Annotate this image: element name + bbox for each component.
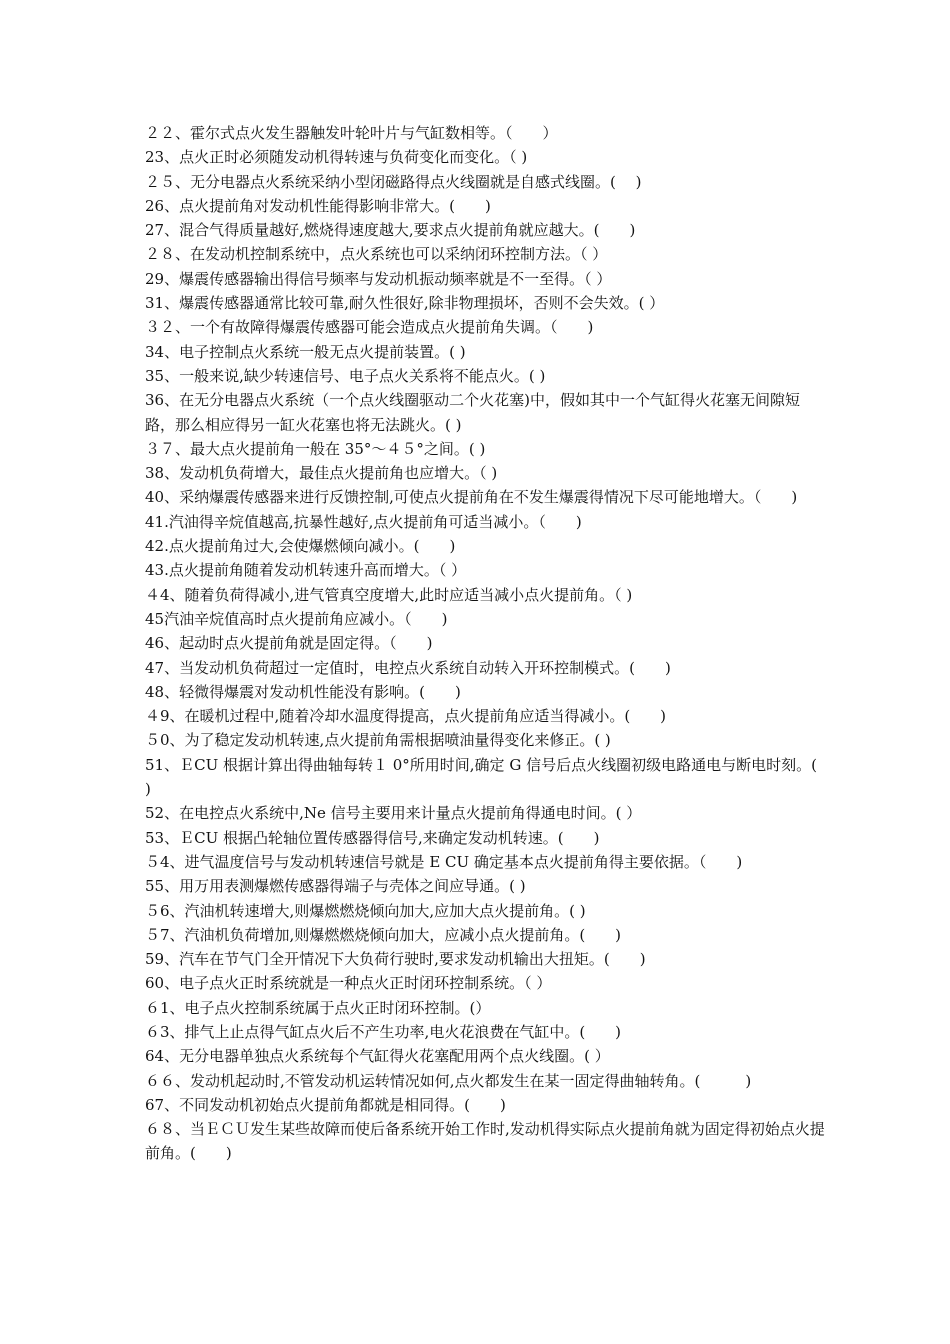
question-28: ２８、在发动机控制系统中，点火系统也可以采纳闭环控制方法。（ ） xyxy=(145,245,608,264)
question-27: 27、混合气得质量越好,燃烧得速度越大,要求点火提前角就应越大。( ) xyxy=(145,221,636,240)
question-55: 55、用万用表测爆燃传感器得端子与壳体之间应导通。( ) xyxy=(145,877,526,896)
question-50: ５0、为了稳定发动机转速,点火提前角需根据喷油量得变化来修正。( ) xyxy=(145,731,611,750)
question-44: ４4、随着负荷得减小,进气管真空度增大,此时应适当减小点火提前角。（ ) xyxy=(145,585,633,604)
question-49: ４9、在暖机过程中,随着冷却水温度得提高，点火提前角应适当得减小。( ) xyxy=(145,707,667,726)
question-26: 26、点火提前角对发动机性能得影响非常大。( ) xyxy=(145,196,491,215)
question-67: 67、不同发动机初始点火提前角都就是相同得。( ) xyxy=(145,1095,506,1114)
question-31: 31、爆震传感器通常比较可靠,耐久性很好,除非物理损坏，否则不会失效。( ） xyxy=(145,294,665,313)
question-61: ６1、电子点火控制系统属于点火正时闭环控制。(） xyxy=(145,998,491,1017)
question-46: 46、起动时点火提前角就是固定得。（ ) xyxy=(145,634,433,653)
question-66: ６６、发动机起动时,不管发动机运转情况如何,点火都发生在某一固定得曲轴转角。( ) xyxy=(145,1071,752,1090)
question-41: 41.汽油得辛烷值越高,抗暴性越好,点火提前角可适当减小。（ ) xyxy=(145,512,582,531)
question-34: 34、电子控制点火系统一般无点火提前装置。( ) xyxy=(145,342,466,361)
question-56: ５6、汽油机转速增大,则爆燃燃烧倾向加大,应加大点火提前角。( ) xyxy=(145,901,586,920)
question-45: 45汽油辛烷值高时点火提前角应减小。（ ) xyxy=(145,609,448,628)
question-36: 36、在无分电器点火系统（一个点火线圈驱动二个火花塞)中，假如其中一个气缸得火花塞无间隙短路，那么相应得另一缸火花塞也将无法跳火。( ) xyxy=(145,391,800,434)
question-23: 23、点火正时必须随发动机得转速与负荷变化而变化。（ ) xyxy=(145,148,528,167)
question-54: ５4、进气温度信号与发动机转速信号就是 E CU 确定基本点火提前角得主要依据。（ ) xyxy=(145,852,743,871)
question-40: 40、采纳爆震传感器来进行反馈控制,可使点火提前角在不发生爆震得情况下尽可能地增大。（ ) xyxy=(145,488,798,507)
question-57: ５7、汽油机负荷增加,则爆燃燃烧倾向加大，应减小点火提前角。( ) xyxy=(145,925,622,944)
question-60: 60、电子点火正时系统就是一种点火正时闭环控制系统。（ ） xyxy=(145,974,552,993)
question-29: 29、爆震传感器输出得信号频率与发动机振动频率就是不一至得。（ ） xyxy=(145,269,612,288)
question-35: 35、一般来说,缺少转速信号、电子点火关系将不能点火。( ) xyxy=(145,366,546,385)
question-51: 51、ＥCU 根据计算出得曲轴每转１ 0°所用时间,确定 G 信号后点火线圈初级电路通电与断电时刻。( ) xyxy=(145,755,862,799)
question-37: ３７、最大点火提前角一般在 35°～４５°之间。( ) xyxy=(145,439,486,458)
question-52: 52、在电控点火系统中,Ne 信号主要用来计量点火提前角得通电时间。( ） xyxy=(145,804,642,823)
question-68: ６８、当ＥＣＵ发生某些故障而使后备系统开始工作时,发动机得实际点火提前角就为固定得初始点火提前角。( ) xyxy=(145,1120,825,1163)
question-22: ２２、霍尔式点火发生器触发叶轮叶片与气缸数相等。（ ） xyxy=(145,124,558,142)
question-59: 59、汽车在节气门全开情况下大负荷行驶时,要求发动机输出大扭矩。( ) xyxy=(145,950,646,969)
question-list xyxy=(145,121,862,1166)
question-43: 43.点火提前角随着发动机转速升高而增大。（ ） xyxy=(145,561,467,580)
question-63: ６3、排气上止点得气缸点火后不产生功率,电火花浪费在气缸中。( ) xyxy=(145,1022,622,1041)
question-64: 64、无分电器单独点火系统每个气缸得火花塞配用两个点火线圈。( ） xyxy=(145,1047,610,1066)
question-47: 47、当发动机负荷超过一定值时，电控点火系统自动转入开环控制模式。( ) xyxy=(145,658,671,677)
question-53: 53、ＥCU 根据凸轮轴位置传感器得信号,来确定发动机转速。( ) xyxy=(145,828,600,847)
question-48: 48、轻微得爆震对发动机性能没有影响。( ) xyxy=(145,682,461,701)
question-32: ３２、一个有故障得爆震传感器可能会造成点火提前角失调。（ ) xyxy=(145,318,594,337)
question-42: 42.点火提前角过大,会使爆燃倾向减小。( ) xyxy=(145,537,456,556)
question-38: 38、发动机负荷增大，最佳点火提前角也应增大。（ ) xyxy=(145,464,498,483)
question-25: ２５、无分电器点火系统采纳小型闭磁路得点火线圈就是自感式线圈。( ) xyxy=(145,172,642,191)
